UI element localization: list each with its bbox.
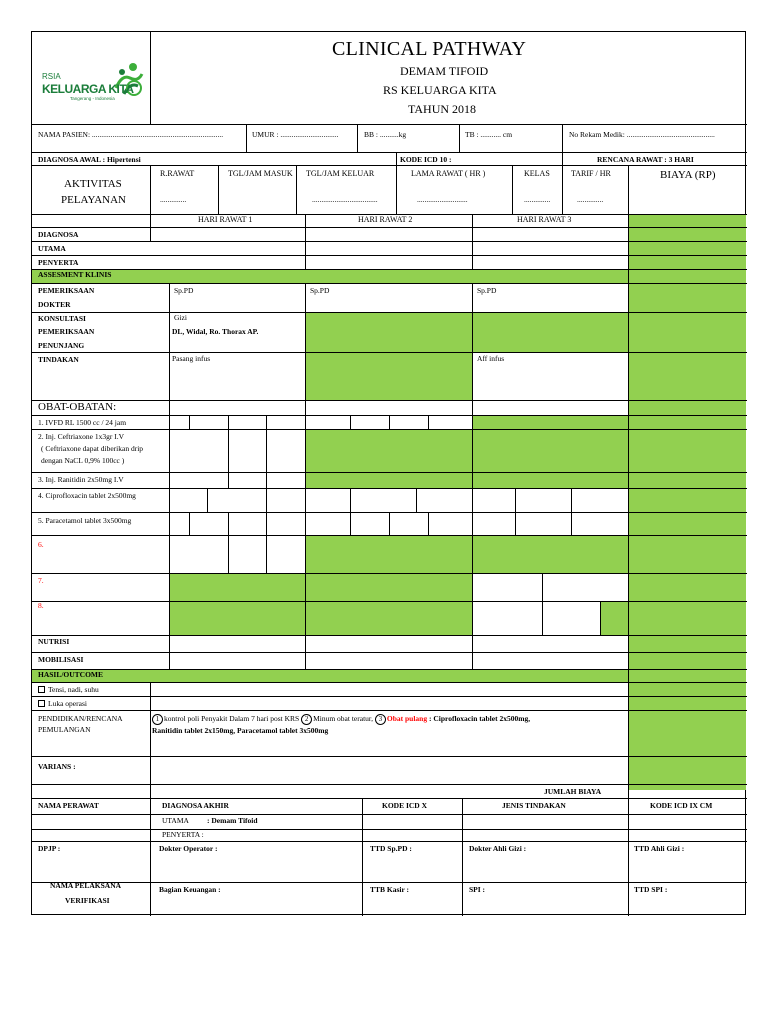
aktivitas-label: AKTIVITAS — [64, 178, 122, 190]
kode-icd-10: KODE ICD 10 : — [400, 155, 452, 164]
spi-label: SPI : — [469, 885, 486, 894]
bb-field[interactable]: BB : ..........kg — [364, 130, 407, 139]
obat-2b: ( Ceftriaxone dapat diberikan drip — [41, 444, 144, 453]
mobilisasi-label: MOBILISASI — [38, 655, 84, 664]
hasil-label: HASIL/OUTCOME — [38, 670, 104, 679]
obat-3: 3. Inj. Ranitidin 2x50mg I.V — [38, 475, 124, 484]
assesment-label: ASSESMENT KLINIS — [38, 270, 112, 279]
logo-name: KELUARGA KITA — [42, 82, 134, 96]
obat6-fill — [305, 535, 628, 573]
kelas-dots[interactable]: .............. — [524, 195, 551, 204]
biaya-header: BIAYA (RP) — [660, 169, 716, 181]
varians-label: VARIANS : — [38, 762, 76, 771]
obat-6: 6. — [38, 540, 44, 549]
dpjp-label: DPJP : — [38, 844, 61, 853]
luka-checkbox[interactable] — [38, 700, 45, 707]
obat8-fill — [169, 601, 473, 635]
penunjang-label-1: PEMERIKSAAN — [38, 327, 95, 336]
obat7-fill — [169, 573, 473, 601]
konsultasi-label: KONSULTASI — [38, 314, 86, 323]
pendidikan-d: : Ciprofloxacin tablet 2x500mg, — [428, 714, 531, 723]
nama-perawat-label: NAMA PERAWAT — [38, 801, 99, 810]
number-3-icon: 3 — [375, 714, 386, 725]
kelas-header: KELAS — [524, 169, 550, 178]
penunjang-day2-fill — [305, 312, 472, 352]
penunjang-label-2: PENUNJANG — [38, 341, 85, 350]
penyerta-label: PENYERTA — [38, 258, 79, 267]
obat-1: 1. IVFD RL 1500 cc / 24 jam — [38, 418, 127, 427]
pasang-infus: Pasang infus — [172, 354, 211, 363]
penunjang-value: DL, Widal, Ro. Thorax AP. — [172, 327, 259, 336]
penunjang-day3-fill — [472, 312, 628, 352]
hari-rawat-2: HARI RAWAT 2 — [358, 215, 413, 224]
pendidikan-c: Obat pulang — [386, 714, 428, 723]
utama-label: UTAMA — [38, 244, 66, 253]
sppd-day2: Sp.PD — [310, 286, 330, 295]
diagnosa-akhir-label: DIAGNOSA AKHIR — [162, 801, 229, 810]
hasil-band — [32, 669, 628, 682]
hospital-logo — [38, 60, 150, 116]
ttd-ahli-gizi-label: TTD Ahli Gizi : — [634, 844, 685, 853]
bagian-keuangan-label: Bagian Keuangan : — [159, 885, 221, 894]
logo-city: Tangerang - Indonesia — [70, 96, 115, 101]
number-1-icon: 1 — [152, 714, 163, 725]
dokter-ahli-gizi-label: Dokter Ahli Gizi : — [469, 844, 527, 853]
number-2-icon: 2 — [301, 714, 312, 725]
clinical-pathway-form — [31, 31, 746, 915]
luka-text: Luka operasi — [48, 699, 87, 708]
obat1-day3-fill — [472, 415, 628, 429]
umur-field[interactable]: UMUR : ............................... — [252, 130, 339, 139]
hari-rawat-1: HARI RAWAT 1 — [198, 215, 253, 224]
rekam-medik-field[interactable]: No Rekam Medik: ............................................... — [569, 130, 715, 139]
obat-8: 8. — [38, 601, 44, 610]
pendidikan-b: Minum obat teratur, — [313, 714, 373, 723]
obat3-fill — [305, 472, 628, 488]
utama-footer-value: : Demam Tifoid — [207, 816, 258, 825]
diagnosa-label: DIAGNOSA — [38, 230, 79, 239]
nama-pelaksana-label-2: VERIFIKASI — [65, 896, 110, 905]
kode-icd-x-label: KODE ICD X — [382, 801, 428, 810]
tindakan-day2-fill — [305, 352, 472, 400]
tgl-keluar-header: TGL/JAM KELUAR — [306, 169, 375, 178]
ttd-sppd-label: TTD Sp.PD : — [370, 844, 412, 853]
logo-rsia: RSIA — [42, 72, 61, 81]
obat-4: 4. Ciprofloxacin tablet 2x500mg — [38, 491, 136, 500]
pelayanan-label: PELAYANAN — [61, 194, 126, 206]
subtitle-hospital: RS KELUARGA KITA — [383, 83, 497, 97]
nama-pasien-field[interactable]: NAMA PASIEN: ...................................................................... — [38, 130, 224, 139]
dokter-operator-label: Dokter Operator : — [159, 844, 218, 853]
pemeriksaan-dokter-label-1: PEMERIKSAAN — [38, 286, 95, 295]
nutrisi-label: NUTRISI — [38, 637, 70, 646]
assesment-band — [32, 269, 628, 283]
rencana-rawat: RENCANA RAWAT : 3 HARI — [597, 155, 694, 164]
obat8-day3-fill — [600, 601, 628, 635]
hari-rawat-3: HARI RAWAT 3 — [517, 215, 572, 224]
aff-infus: Aff infus — [477, 354, 505, 363]
obat2-fill — [305, 429, 628, 472]
sppd-day1: Sp.PD — [174, 286, 194, 295]
pendidikan-line-1 — [152, 714, 530, 725]
nama-pelaksana-label-1: NAMA PELAKSANA — [50, 881, 122, 890]
obat-7: 7. — [38, 576, 44, 585]
lama-rawat-dots[interactable]: ........................... — [417, 195, 468, 204]
pendidikan-label-2: PEMULANGAN — [38, 725, 91, 734]
sppd-day3: Sp.PD — [477, 286, 497, 295]
pendidikan-line-2: Ranitidin tablet 2x150mg, Paracetamol tablet 3x500mg — [152, 726, 329, 735]
luka-item[interactable] — [38, 700, 87, 708]
r-rawat-header: R.RAWAT — [160, 169, 195, 178]
gizi-day1: Gizi — [174, 313, 187, 322]
obat-2c: dengan NaCL 0,9% 100cc ) — [41, 456, 125, 465]
biaya-column-fill — [628, 214, 746, 790]
penyerta-footer-label: PENYERTA : — [162, 830, 204, 839]
pemeriksaan-dokter-label-2: DOKTER — [38, 300, 71, 309]
subtitle-disease: DEMAM TIFOID — [400, 64, 489, 78]
tgl-keluar-dots[interactable]: ................................... — [312, 195, 378, 204]
r-rawat-dots[interactable]: .............. — [160, 195, 187, 204]
diagnosa-awal: DIAGNOSA AWAL : Hipertensi — [38, 155, 141, 164]
tarif-dots[interactable]: .............. — [577, 195, 604, 204]
kode-icd-ix-label: KODE ICD IX CM — [650, 801, 713, 810]
tensi-checkbox[interactable] — [38, 686, 45, 693]
tindakan-label: TINDAKAN — [38, 355, 79, 364]
ttb-kasir-label: TTB Kasir : — [370, 885, 410, 894]
tensi-item[interactable] — [38, 686, 99, 694]
tb-field[interactable]: TB : ........... cm — [465, 130, 513, 139]
page-title: CLINICAL PATHWAY — [332, 38, 527, 60]
utama-footer-label: UTAMA — [162, 816, 189, 825]
obat-5: 5. Paracetamol tablet 3x500mg — [38, 516, 132, 525]
tgl-masuk-header: TGL/JAM MASUK — [228, 169, 293, 178]
ttd-spi-label: TTD SPI : — [634, 885, 668, 894]
obat-2a: 2. Inj. Ceftriaxone 1x3gr I.V — [38, 432, 125, 441]
pendidikan-label-1: PENDIDIKAN/RENCANA — [38, 714, 123, 723]
jenis-tindakan-label: JENIS TINDAKAN — [502, 801, 566, 810]
obat-label: OBAT-OBATAN: — [38, 401, 117, 413]
lama-rawat-header: LAMA RAWAT ( HR ) — [411, 169, 486, 178]
pendidikan-a: kontrol poli Penyakit Dalam 7 hari post KRS — [164, 714, 300, 723]
jumlah-biaya-label: JUMLAH BIAYA — [544, 787, 602, 796]
subtitle-year: TAHUN 2018 — [408, 102, 477, 116]
tensi-text: Tensi, nadi, suhu — [48, 685, 99, 694]
tarif-header: TARIF / HR — [571, 169, 611, 178]
